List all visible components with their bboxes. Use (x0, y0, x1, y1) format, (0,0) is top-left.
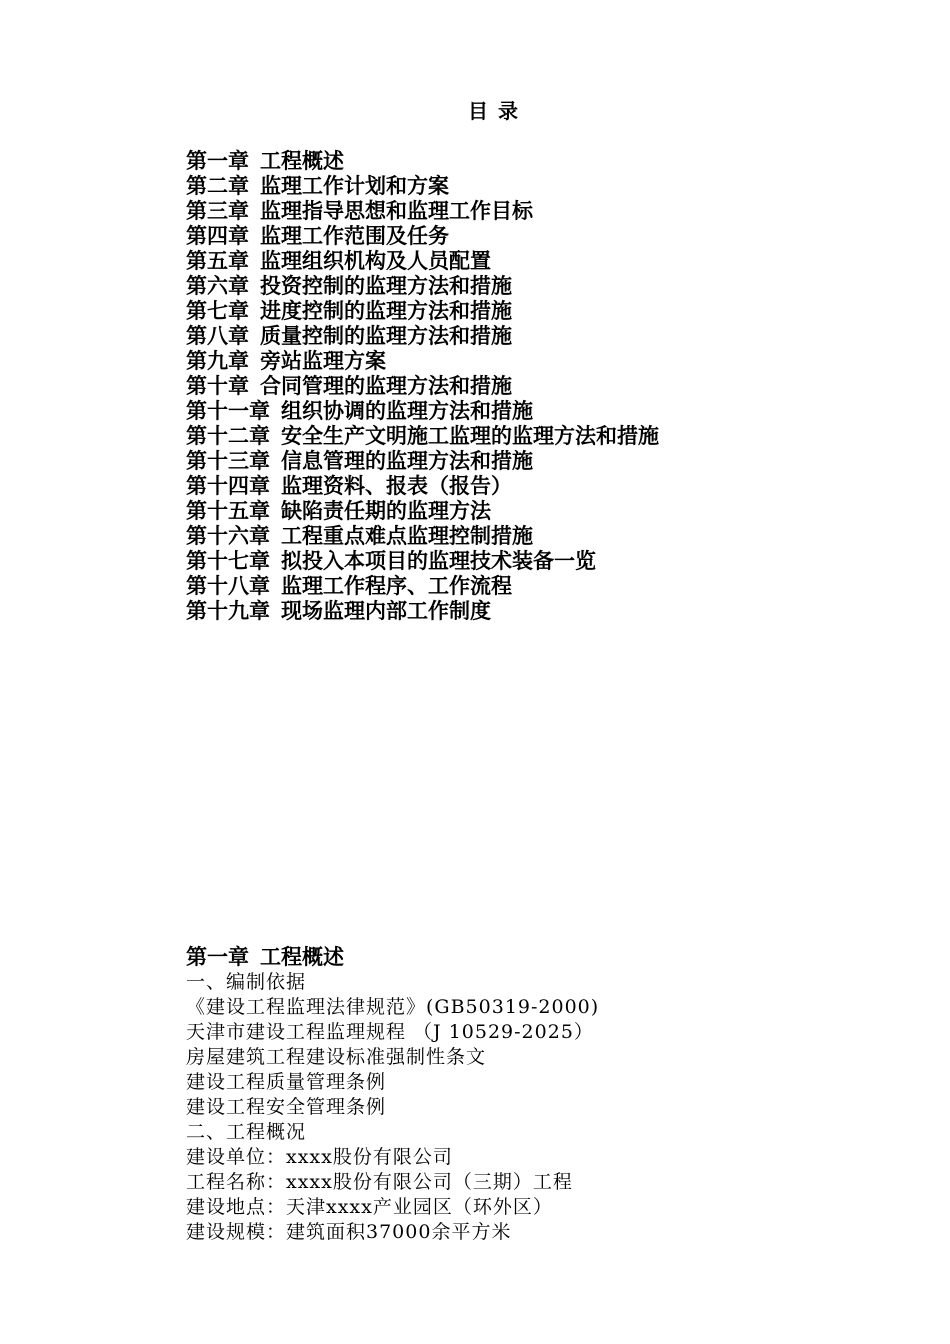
toc-item-title: 安全生产文明施工监理的监理方法和措施 (281, 423, 659, 448)
toc-item (186, 398, 659, 423)
toc-item-title: 工程概述 (260, 148, 344, 173)
toc-item (186, 373, 659, 398)
toc-item-title: 监理工作范围及任务 (260, 223, 449, 248)
overview-line: 建设地点：天津xxxx产业园区（环外区） (186, 1196, 553, 1218)
overview-line: 建设单位：xxxx股份有限公司 (186, 1146, 453, 1168)
toc-item-number: 第九章 (186, 348, 249, 373)
toc-item (186, 448, 659, 473)
toc-item-title: 监理组织机构及人员配置 (260, 248, 491, 273)
toc-item (186, 473, 659, 498)
reference-line: 天津市建设工程监理规程 （J 10529-2025） (186, 1021, 594, 1043)
reference-line: 房屋建筑工程建设标准强制性条文 (186, 1046, 487, 1068)
reference-line: 《建设工程监理法律规范》(GB50319-2000) (186, 996, 600, 1018)
chapter-number: 第一章 (186, 944, 249, 969)
toc-item (186, 198, 659, 223)
toc-item-number: 第十五章 (186, 498, 270, 523)
toc-item-number: 第十六章 (186, 523, 270, 548)
reference-line: 建设工程质量管理条例 (186, 1071, 387, 1093)
toc-item-number: 第十七章 (186, 548, 270, 573)
toc-item (186, 573, 659, 598)
toc-item-number: 第二章 (186, 173, 249, 198)
toc-item (186, 298, 659, 323)
toc-item-title: 拟投入本项目的监理技术装备一览 (281, 548, 596, 573)
toc-item-title: 旁站监理方案 (260, 348, 386, 373)
toc-item-title: 监理工作计划和方案 (260, 173, 449, 198)
toc-item-number: 第六章 (186, 273, 249, 298)
toc-item (186, 173, 659, 198)
toc-item-title: 投资控制的监理方法和措施 (260, 273, 512, 298)
reference-line: 建设工程安全管理条例 (186, 1096, 387, 1118)
toc-item-number: 第十四章 (186, 473, 270, 498)
toc-item (186, 273, 659, 298)
toc-item-title: 信息管理的监理方法和措施 (281, 448, 533, 473)
chapter-one-section (186, 944, 599, 1245)
toc-item (186, 548, 659, 573)
toc-item-number: 第十章 (186, 373, 249, 398)
toc-item-title: 工程重点难点监理控制措施 (281, 523, 533, 548)
toc-item (186, 248, 659, 273)
subsection-heading-basis: 一、编制依据 (186, 971, 307, 993)
toc-item-number: 第十三章 (186, 448, 270, 473)
toc-list (186, 148, 659, 623)
toc-item (186, 348, 659, 373)
chapter-title: 工程概述 (260, 944, 344, 969)
overview-line: 工程名称：xxxx股份有限公司（三期）工程 (186, 1171, 573, 1193)
toc-item-number: 第五章 (186, 248, 249, 273)
toc-item-number: 第三章 (186, 198, 249, 223)
toc-item (186, 598, 659, 623)
toc-item-title: 进度控制的监理方法和措施 (260, 298, 512, 323)
toc-item-title: 缺陷责任期的监理方法 (281, 498, 491, 523)
overview-line: 建设规模：建筑面积37000余平方米 (186, 1221, 512, 1243)
toc-item-number: 第一章 (186, 148, 249, 173)
toc-item-title: 合同管理的监理方法和措施 (260, 373, 512, 398)
toc-item-number: 第八章 (186, 323, 249, 348)
toc-item (186, 323, 659, 348)
toc-item-number: 第十一章 (186, 398, 270, 423)
toc-item (186, 498, 659, 523)
toc-item-title: 监理资料、报表（报告） (281, 473, 512, 498)
toc-item-number: 第十二章 (186, 423, 270, 448)
toc-item-title: 组织协调的监理方法和措施 (281, 398, 533, 423)
toc-title: 目录 (468, 99, 528, 123)
toc-item-title: 监理工作程序、工作流程 (281, 573, 512, 598)
subsection-heading-overview: 二、工程概况 (186, 1121, 307, 1143)
toc-item-title: 现场监理内部工作制度 (281, 598, 491, 623)
toc-item-number: 第十八章 (186, 573, 270, 598)
toc-item-number: 第四章 (186, 223, 249, 248)
toc-item (186, 223, 659, 248)
toc-item-title: 质量控制的监理方法和措施 (260, 323, 512, 348)
toc-item-number: 第七章 (186, 298, 249, 323)
toc-item-title: 监理指导思想和监理工作目标 (260, 198, 533, 223)
toc-item (186, 523, 659, 548)
chapter-heading (186, 944, 599, 970)
toc-item (186, 423, 659, 448)
toc-item-number: 第十九章 (186, 598, 270, 623)
toc-item (186, 148, 659, 173)
